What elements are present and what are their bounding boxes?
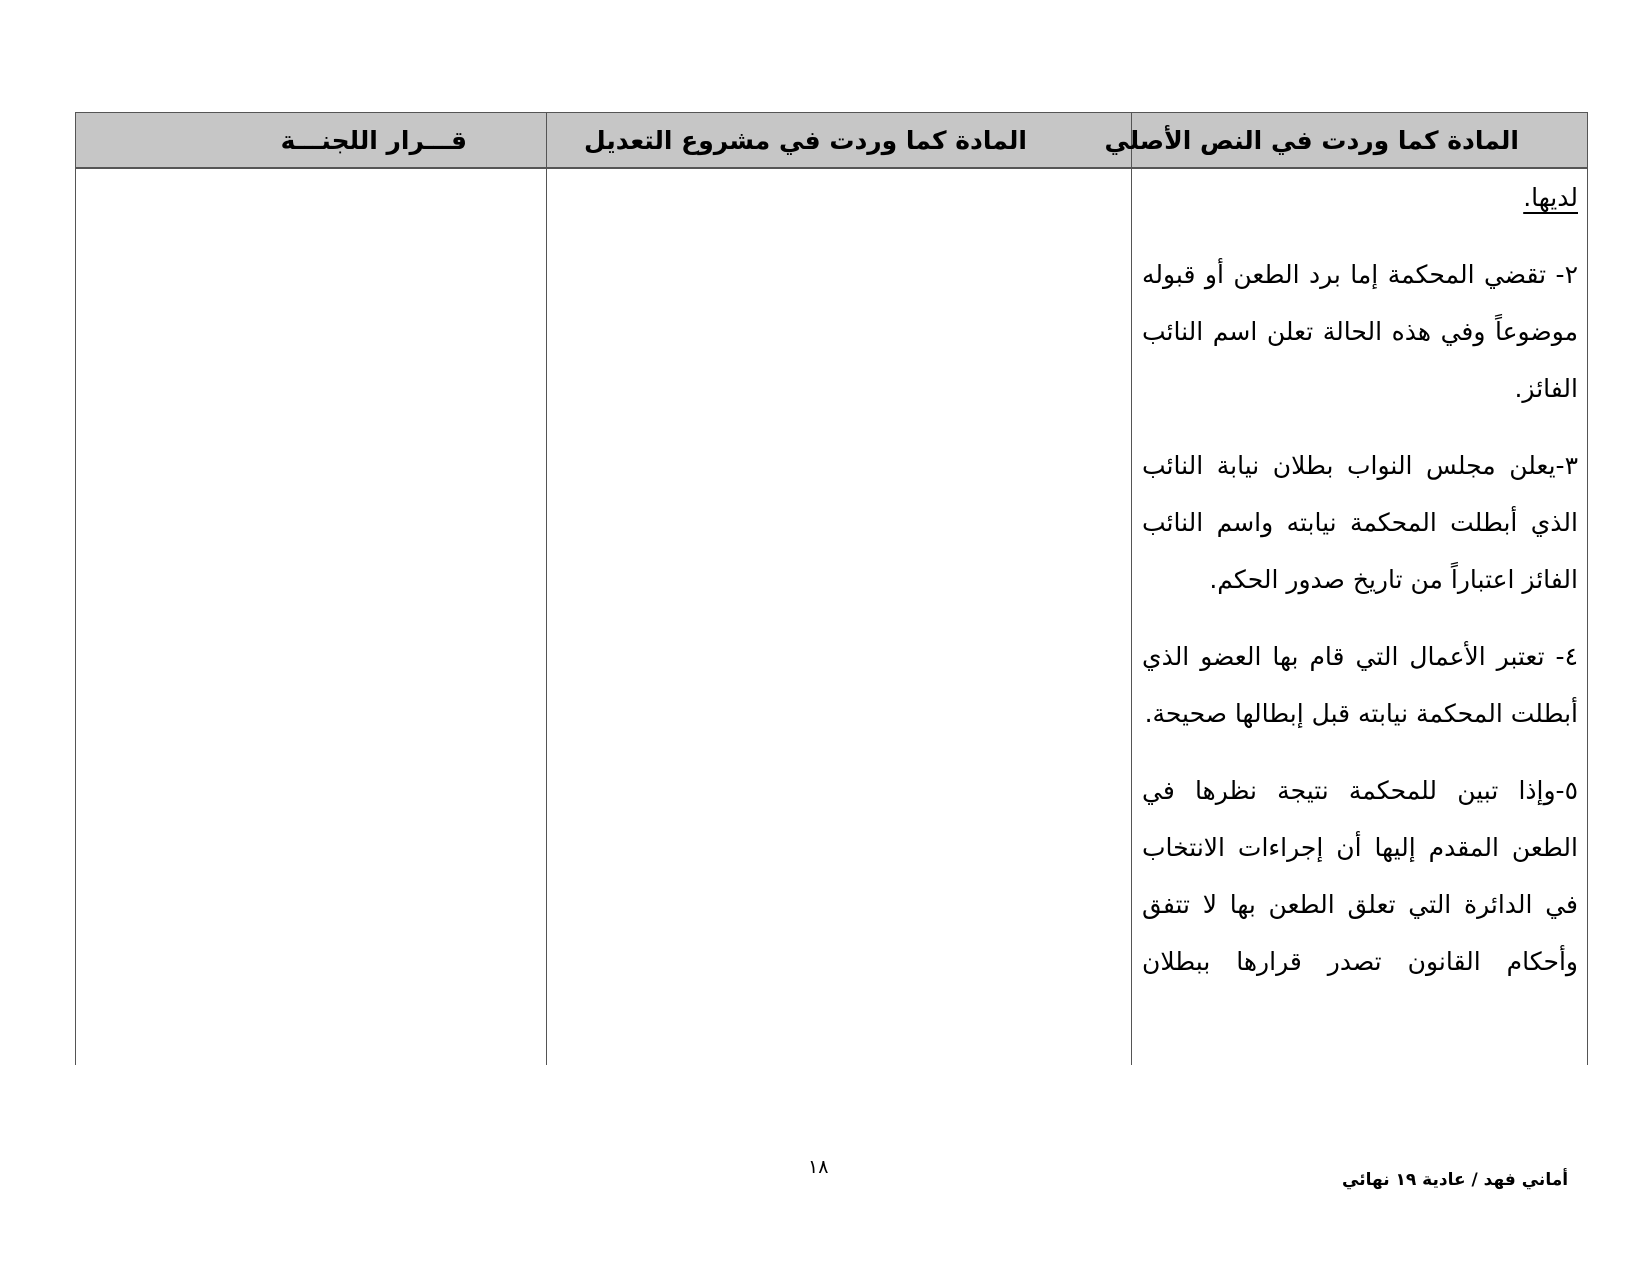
header-original-text: المادة كما وردت في النص الأصلي <box>1104 125 1519 155</box>
article-clause-4: ٤- تعتبر الأعمال التي قام بها العضو الذي أبطلت المحكمة نيابته قبل إبطالها صحيحة. <box>1142 642 1578 728</box>
header-amendment: المادة كما وردت في مشروع التعديل <box>584 125 1027 155</box>
continuation-line <box>1142 169 1578 226</box>
header-committee-decision: قـــرار اللجنـــة <box>280 125 467 155</box>
footer-note: أماني فهد / عادية ١٩ نهائي <box>1342 1170 1569 1190</box>
article-clause-3: ٣-يعلن مجلس النواب بطلان نيابة النائب الذي أبطلت المحكمة نيابته واسم النائب الفائز اعتباراً من تاريخ صدور الحكم. <box>1142 451 1578 594</box>
page-number: ١٨ <box>808 1156 829 1178</box>
article-clause-2: ٢- تقضي المحكمة إما برد الطعن أو قبوله موضوعاً وفي هذه الحالة تعلن اسم النائب الفائز. <box>1142 260 1578 403</box>
continuation-text: لديها. <box>1523 183 1578 212</box>
column-divider <box>546 113 547 1065</box>
column-divider <box>1131 113 1132 1065</box>
original-text-cell <box>1142 169 1578 990</box>
comparison-table <box>75 112 1588 1065</box>
article-clause-5: ٥-وإذا تبين للمحكمة نتيجة نظرها في الطعن المقدم إليها أن إجراءات الانتخاب في الدائرة التي تعلق الطعن بها لا تتفق وأحكام القانون تصدر قرارها ببطلان <box>1142 776 1578 976</box>
